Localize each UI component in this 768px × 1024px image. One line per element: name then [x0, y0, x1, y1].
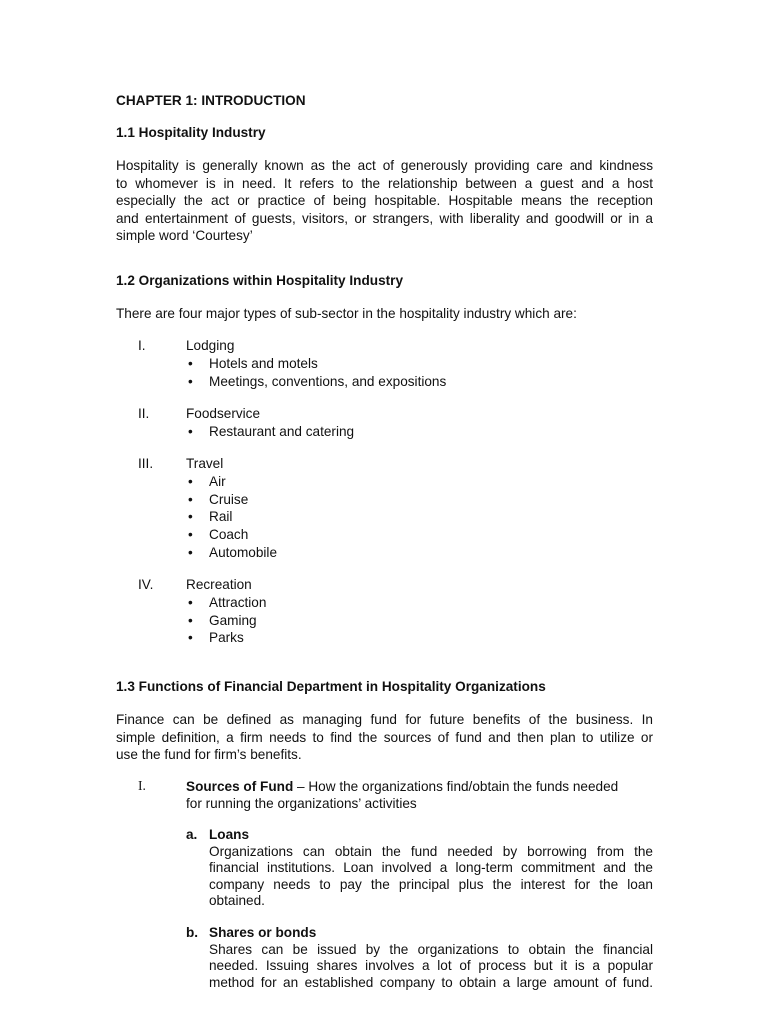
- text-line: method for an established company to obtain a large amount of fund.: [209, 974, 653, 990]
- list-item: • Air: [188, 473, 277, 491]
- list-numeral: I.: [138, 778, 146, 793]
- paragraph-hospitality-definition: [116, 157, 653, 245]
- lodging-list: [188, 355, 446, 390]
- text-line: especially the act or practice of being hospitable. Hospitable means the reception: [116, 193, 653, 209]
- subsector-label-travel: Travel: [186, 456, 224, 471]
- sources-of-fund-desc-2: for running the organizations’ activities: [186, 796, 417, 811]
- text-line: simple word ‘Courtesy’: [116, 228, 253, 244]
- list-letter: b.: [186, 925, 199, 940]
- list-numeral: III.: [138, 456, 154, 471]
- foodservice-list: [188, 423, 354, 441]
- loans-title: Loans: [209, 827, 250, 842]
- text-line: Organizations can obtain the fund needed by borrowing from the: [209, 844, 653, 859]
- subsector-label-foodservice: Foodservice: [186, 406, 261, 421]
- list-item: • Restaurant and catering: [188, 423, 354, 441]
- list-item: • Automobile: [188, 544, 277, 562]
- loans-paragraph: [209, 844, 653, 910]
- subsector-label-recreation: Recreation: [186, 577, 252, 592]
- text-line: needed. Issuing shares involves a lot of process but it is a popular: [209, 958, 653, 974]
- list-item: • Coach: [188, 526, 277, 544]
- subsector-label-lodging: Lodging: [186, 338, 235, 353]
- list-item: • Meetings, conventions, and expositions: [188, 373, 446, 391]
- text-line: obtained.: [209, 893, 265, 909]
- list-numeral: II.: [138, 406, 150, 421]
- list-item: • Parks: [188, 629, 266, 647]
- chapter-title: CHAPTER 1: INTRODUCTION: [116, 93, 306, 108]
- section-heading-1-3: 1.3 Functions of Financial Department in Hospitality Organizations: [116, 679, 546, 694]
- shares-title: Shares or bonds: [209, 925, 317, 940]
- text-line: company needs to pay the principal plus the interest for the loan: [209, 876, 653, 892]
- sources-of-fund-title: Sources of Fund: [186, 779, 294, 794]
- list-item: • Cruise: [188, 491, 277, 509]
- travel-list: [188, 473, 277, 561]
- list-item: • Rail: [188, 508, 277, 526]
- sources-of-fund-desc: – How the organizations find/obtain the funds needed: [293, 779, 619, 794]
- paragraph-finance-definition: [116, 711, 653, 764]
- list-numeral: IV.: [138, 577, 154, 592]
- list-numeral: I.: [138, 338, 146, 353]
- list-letter: a.: [186, 827, 198, 842]
- subsector-intro: There are four major types of sub-sector in the hospitality industry which are:: [116, 306, 577, 321]
- list-item: • Hotels and motels: [188, 355, 446, 373]
- list-item: • Gaming: [188, 612, 266, 630]
- sources-of-fund-line: [186, 778, 653, 796]
- text-line: use the fund for firm’s benefits.: [116, 747, 302, 763]
- section-heading-1-2: 1.2 Organizations within Hospitality Industry: [116, 273, 404, 288]
- shares-paragraph: [209, 942, 653, 991]
- recreation-list: [188, 594, 266, 647]
- loans-heading: [186, 827, 249, 842]
- text-line: and entertainment of guests, visitors, or strangers, with liberality and goodwill or in a: [116, 210, 653, 226]
- text-line: Finance can be defined as managing fund for future benefits of the business. In: [116, 712, 653, 727]
- text-line: simple definition, a firm needs to find the sources of fund and then plan to utilize or: [116, 729, 653, 745]
- text-line: Shares can be issued by the organizations to obtain the financial: [209, 942, 653, 957]
- shares-heading: [186, 925, 316, 940]
- list-item: • Attraction: [188, 594, 266, 612]
- text-line: Hospitality is generally known as the act of generously providing care and kindness: [116, 158, 653, 173]
- section-heading-1-1: 1.1 Hospitality Industry: [116, 125, 266, 140]
- text-line: to whomever is in need. It refers to the relationship between a guest and a host: [116, 175, 653, 191]
- text-line: financial institutions. Loan involved a long-term commitment and the: [209, 860, 653, 876]
